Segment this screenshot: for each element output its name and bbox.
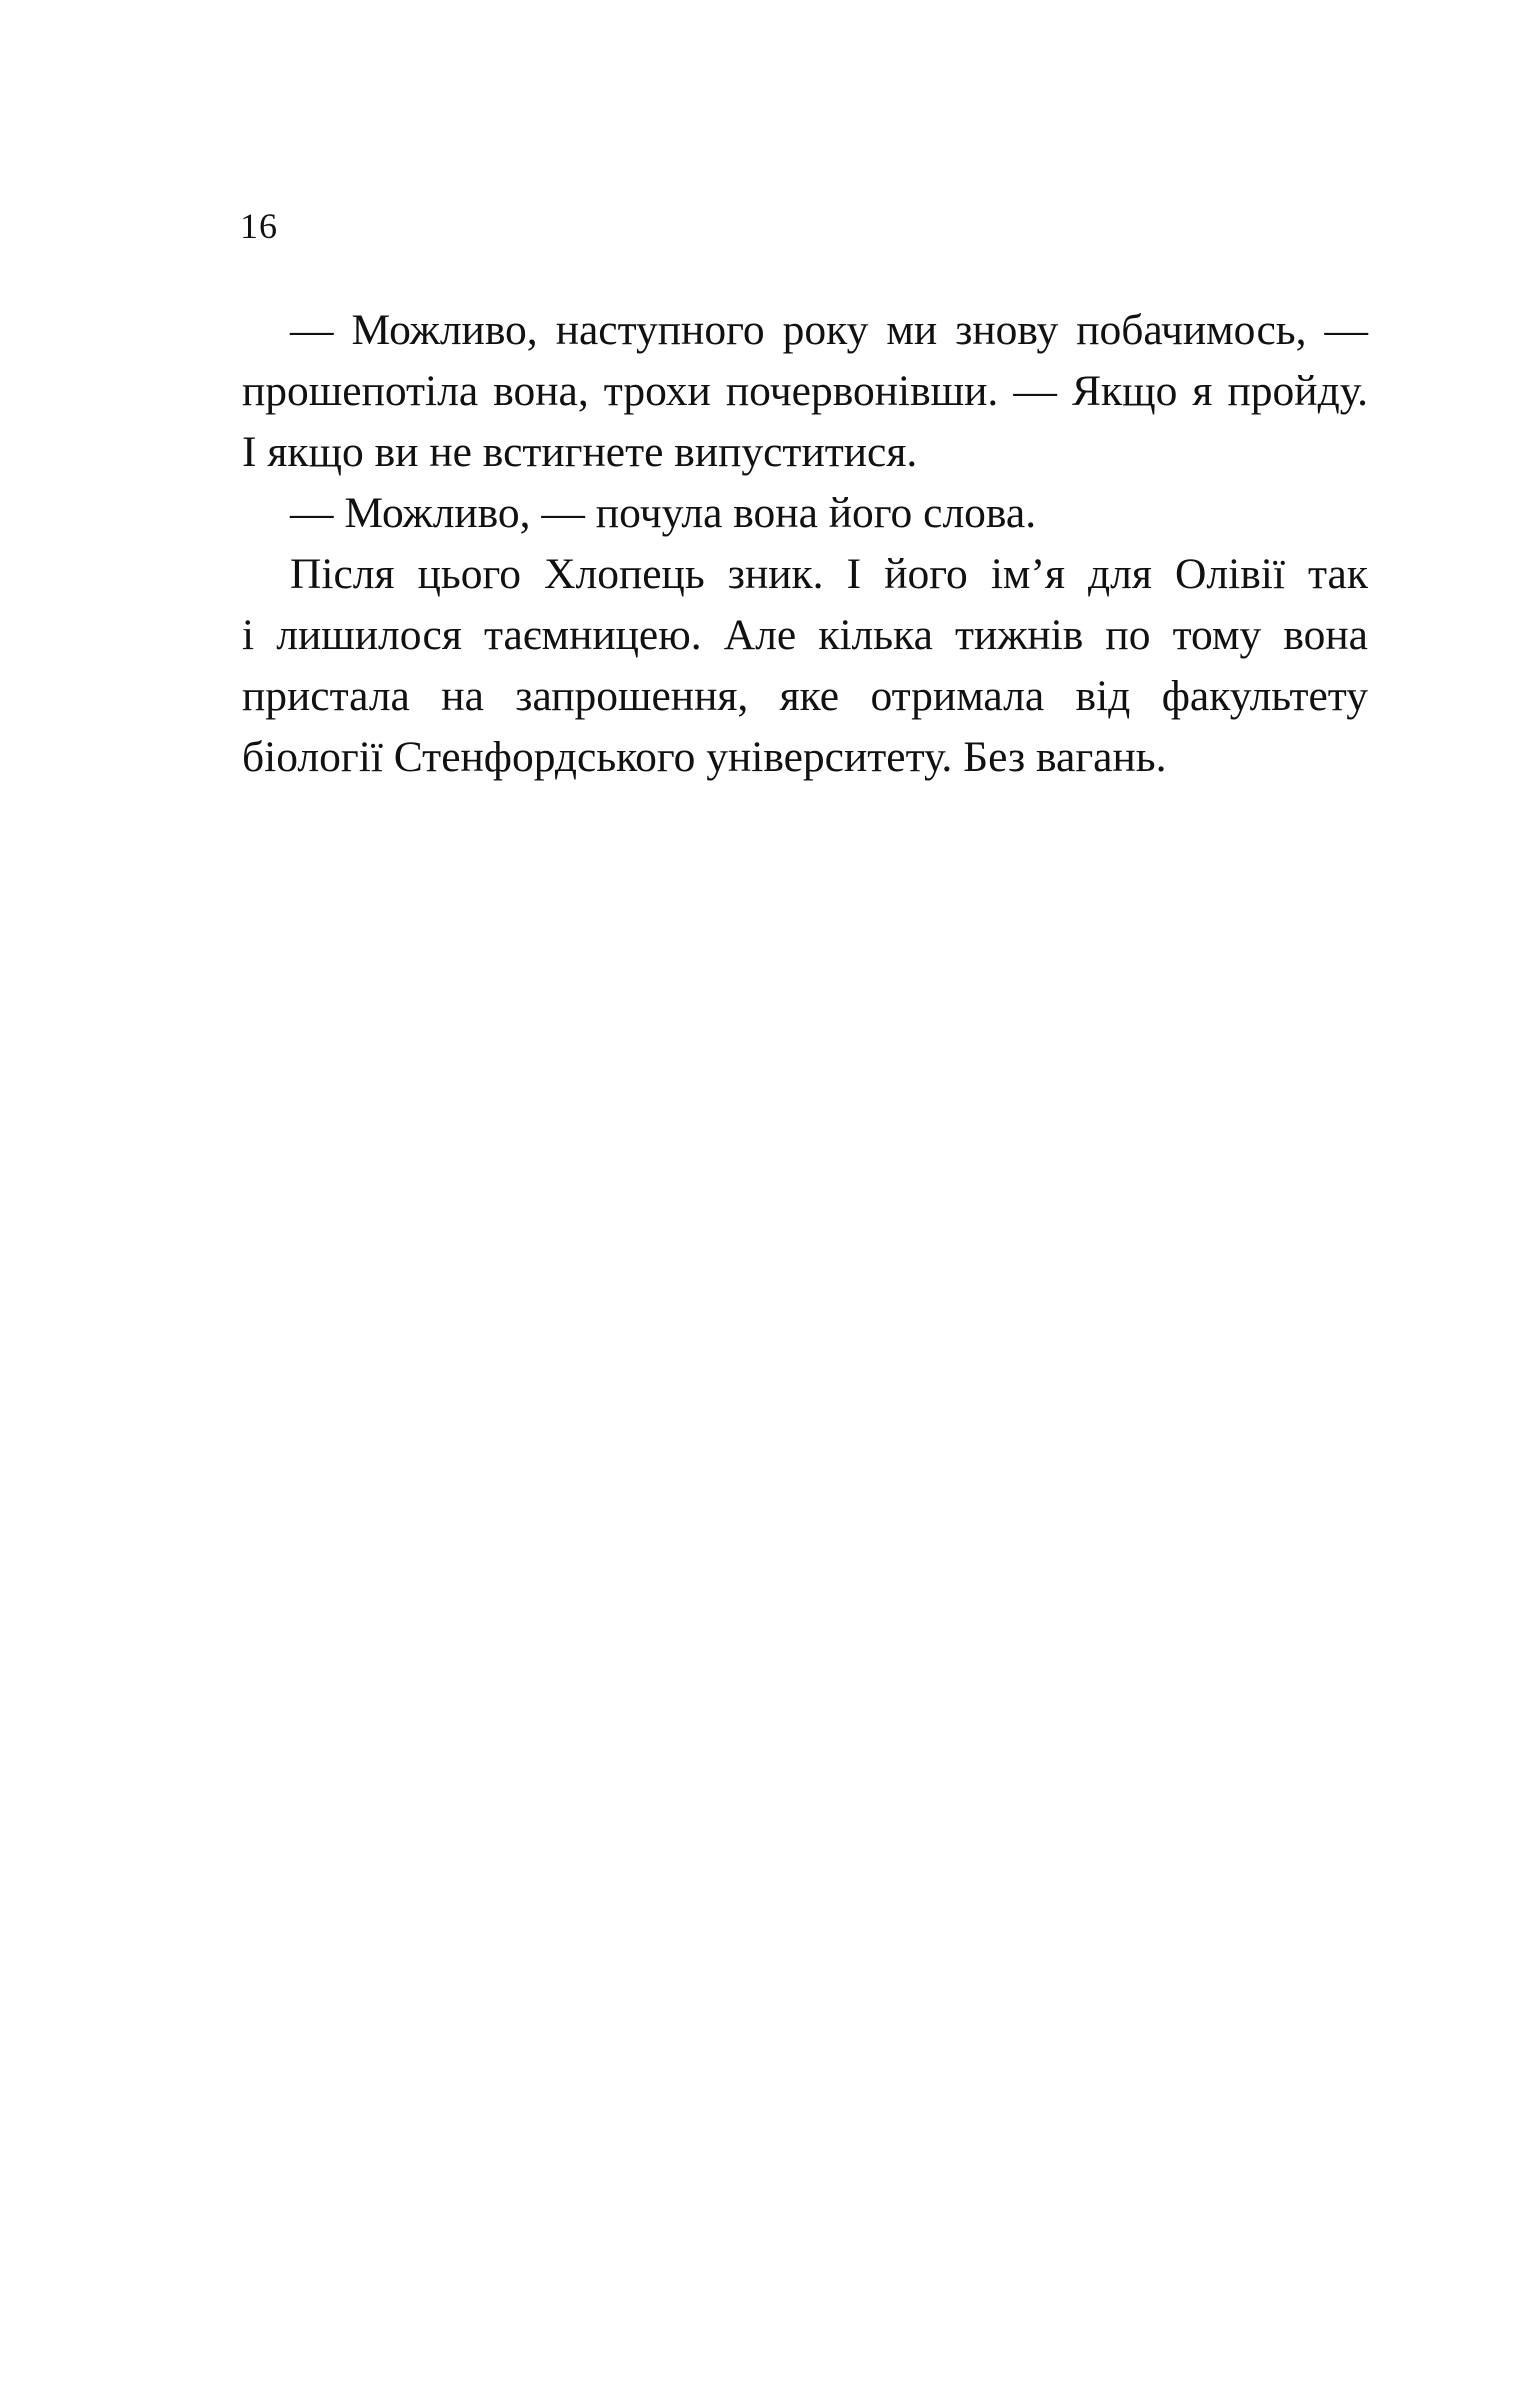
- text-line: біології Стенфордського університету. Без вагань.: [242, 733, 1167, 781]
- page-number: 16: [240, 206, 278, 246]
- text-line: Після цього Хлопець зник. І його ім’я для Олівії так: [290, 550, 1368, 598]
- text-line: прошепотіла вона, трохи почервонівши. — Якщо я пройду.: [242, 367, 1368, 415]
- text-line: — Можливо, — почула вона його слова.: [290, 489, 1037, 537]
- body-text: [242, 300, 1368, 788]
- text-line: пристала на запрошення, яке отримала від факультету: [242, 672, 1368, 720]
- text-line: і лишилося таємницею. Але кілька тижнів по тому вона: [242, 611, 1368, 659]
- text-line: — Можливо, наступного року ми знову побачимось, —: [290, 306, 1368, 354]
- text-line: І якщо ви не встигнете випуститися.: [242, 428, 918, 476]
